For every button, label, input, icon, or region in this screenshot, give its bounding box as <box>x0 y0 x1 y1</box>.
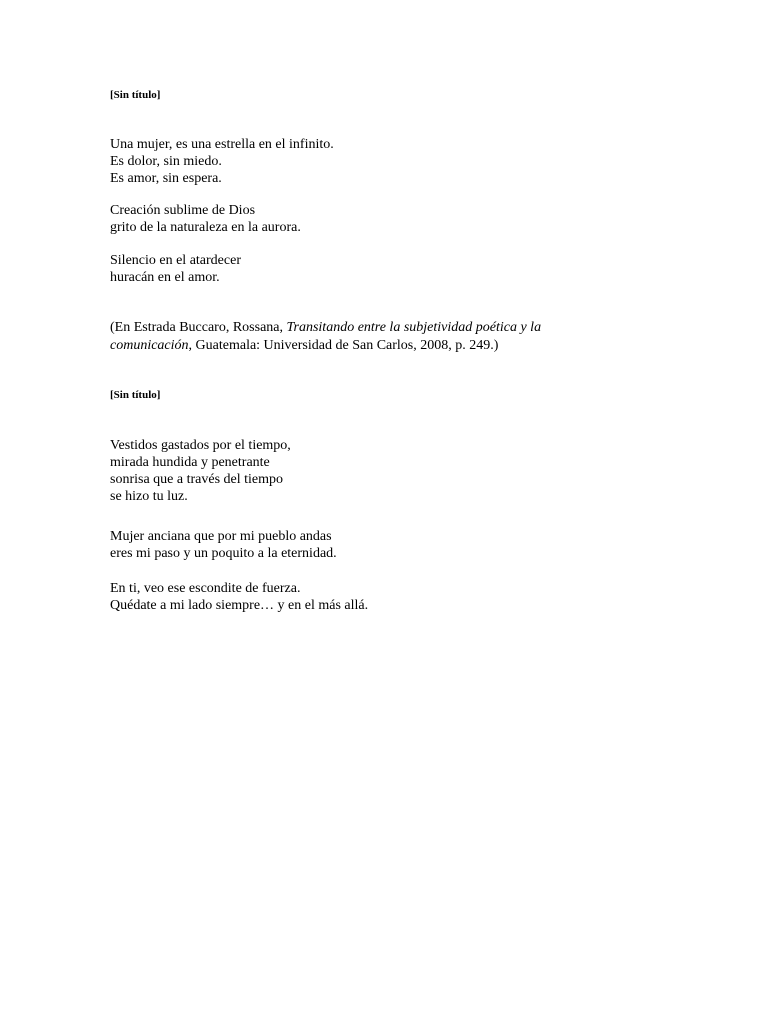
verse-line: se hizo tu luz. <box>110 489 188 504</box>
verse-line: Mujer anciana que por mi pueblo andas <box>110 529 332 544</box>
verse-line: sonrisa que a través del tiempo <box>110 472 284 487</box>
citation-book-title-part-1: Transitando entre la subjetividad poética y la <box>286 320 542 335</box>
poem-2-stanza-3 <box>110 580 368 614</box>
verse-line: Creación sublime de Dios <box>110 203 256 218</box>
verse-line: Una mujer, es una estrella en el infinito. <box>110 137 334 152</box>
verse-line: mirada hundida y penetrante <box>110 455 270 470</box>
verse-line: Quédate a mi lado siempre… y en el más allá. <box>110 598 369 613</box>
verse-line: Es amor, sin espera. <box>110 171 222 186</box>
verse-line: Vestidos gastados por el tiempo, <box>110 438 291 453</box>
citation-prefix: (En Estrada Buccaro, Rossana, <box>110 320 287 335</box>
verse-line: En ti, veo ese escondite de fuerza. <box>110 581 301 596</box>
poem-1-stanza-2 <box>110 202 301 236</box>
poem-2-title: [Sin título] <box>110 389 161 401</box>
verse-line: eres mi paso y un poquito a la eternidad. <box>110 546 337 561</box>
verse-line: Es dolor, sin miedo. <box>110 154 222 169</box>
poem-1-stanza-3 <box>110 252 241 286</box>
verse-line: Silencio en el atardecer <box>110 253 241 268</box>
verse-line: huracán en el amor. <box>110 270 220 285</box>
poem-1-stanza-1 <box>110 136 334 187</box>
verse-line: grito de la naturaleza en la aurora. <box>110 220 301 235</box>
source-citation <box>110 319 630 355</box>
poem-2-stanza-2 <box>110 528 337 562</box>
citation-book-title-part-2: comunicación <box>110 338 189 353</box>
poem-1-title: [Sin título] <box>110 89 161 101</box>
citation-suffix: , Guatemala: Universidad de San Carlos, 2008, p. 249.) <box>188 338 499 353</box>
poem-2-stanza-1 <box>110 437 291 505</box>
